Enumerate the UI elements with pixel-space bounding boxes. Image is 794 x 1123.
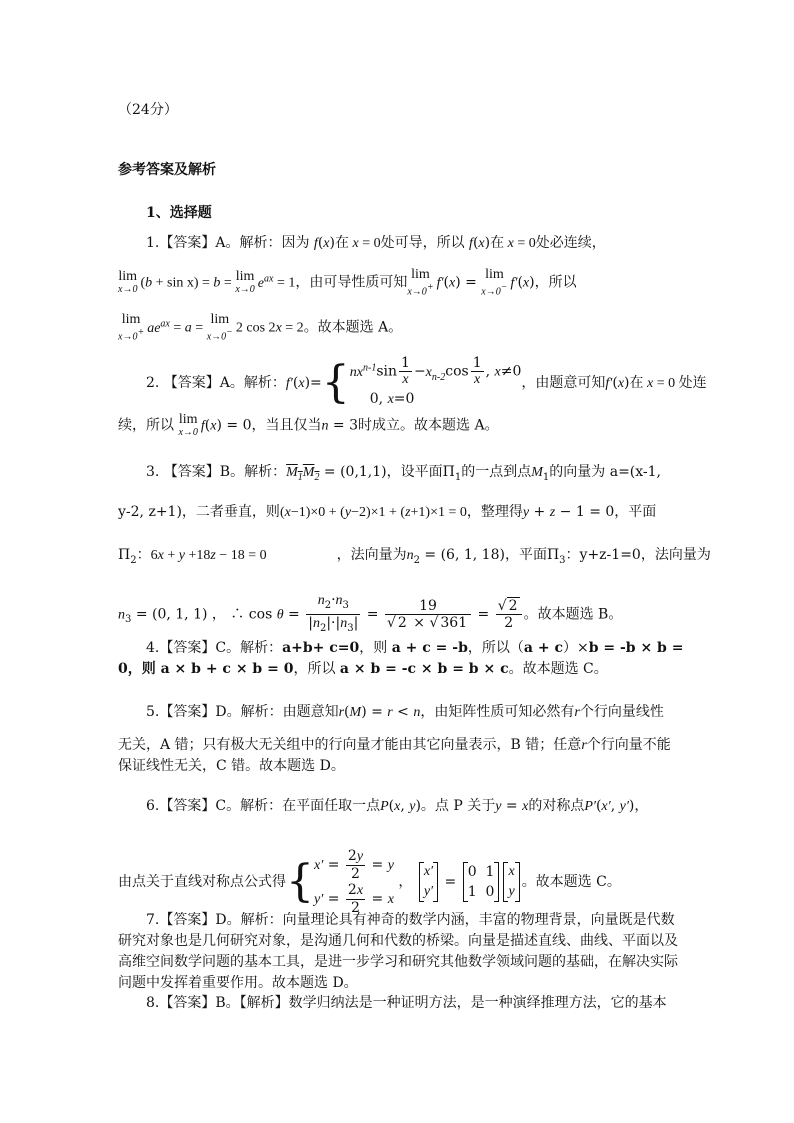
subsection-title: 1、选择题 (146, 205, 212, 221)
q1-line2: lim x→0 (b + sin x) = b = lim x→0 $e^{ax} = 1$，由可导性质可知 lim x→0+ f′(x) = lim x→0− f′(x)，所以 (118, 267, 577, 298)
q3-line4: $n_3 = (0$, 1, 1) ， ∴ cos θ = $\frac{n_2\cdot n_3}{|n_2|\cdot|n_3|}$ = $\frac{19}{√ 2 \times √ 361}$ = $\frac{√ 2}{2}$ 。故本题选 B。 (118, 592, 623, 634)
q6-line2: 由点关于直线对称点公式得{ x′ = $\frac{2y}{2}$ = y y′ = $\frac{2x}{2}$ = x ， x′ y′ = 0 1 1 0 x y 。故本题选 C。 (118, 848, 621, 916)
q2-line1: 2. 【答案】A。解析：f′(x)={ $nx^{n-1}\sin$ $\frac{1}{x}$ $-x_{n-2}\cos$ $\frac{1}{x}$ , x≠0 0, x=0 ，由题意可知f′(x)在 x = 0 处连 (146, 355, 707, 409)
q3-line3: $\Pi_2$：6x + y +18z − 18 = 0 ，法向量为$n_2 = (6$, 1, 18)，平面$\Pi_3$：y+z-1=0，法向量为 (118, 547, 711, 566)
q4-line1: 4.【答案】C。解析：a+b+ c=0，则 a + c = -b，所以（a + c）×b = -b × b = (146, 640, 684, 656)
q5-line2: 无关，A 错；只有极大无关组中的行向量才能由其它向量表示，B 错；任意r个行向量不能 (118, 737, 671, 753)
q6-line1: 6.【答案】C。解析：在平面任取一点P(x, y)。点 P 关于y = x的对称点P′(x′, y′)， (146, 798, 649, 814)
section-title: 参考答案及解析 (118, 162, 216, 178)
q4-line2: 0，则 a × b + c × b = 0，所以 a × b = -c × b = b × c。故本题选 C。 (118, 661, 608, 677)
q5-line3: 保证线性无关，C 错。故本题选 D。 (118, 758, 345, 774)
score-note: （24分） (118, 102, 178, 118)
q1-line3: lim x→0+ $ae^{ax} = a$ = lim x→0− 2 cos 2x = 2。故本题选 A。 (118, 312, 403, 343)
q8-line1: 8.【答案】B。【解析】数学归纳法是一种证明方法，是一种演绎推理方法，它的基本 (146, 995, 667, 1011)
q2-line2: 续，所以 lim x→0 f(x) = 0，当且仅当n = 3时成立。故本题选 A。 (118, 412, 499, 438)
q1-line1: 1.【答案】A。解析：因为 f(x)在 x = 0处可导，所以 f(x)在 x = 0处必连续， (146, 235, 606, 251)
q5-line1: 5.【答案】D。解析：由题意知r(M) = r < n，由矩阵性质可知必然有r个行向量线性 (146, 704, 664, 720)
q3-line2: y-2, z+1)，二者垂直，则(x−1)×0 + (y−2)×1 + (z+1)×1 = 0，整理得y + z − 1 = 0，平面 (118, 504, 657, 520)
q3-line1: 3. 【答案】B。解析：$M_1M_2 = (0,1,1)$，设平面$\Pi_1$的一点到点$M_1$的向量为 a=(x-1, (146, 464, 662, 483)
q7-paragraph: 7.【答案】D。解析：向量理论具有神奇的数学内涵，丰富的物理背景，向量既是代数研究对象也是几何研究对象，是沟通几何和代数的桥梁。向量是描述直线、曲线、平面以及高维空间数学问题的基本工具，是进一步学习和研究其他数学领域问题的基础，在解决实际问题中发挥着重要作用。故本题选 D。 (118, 912, 678, 991)
